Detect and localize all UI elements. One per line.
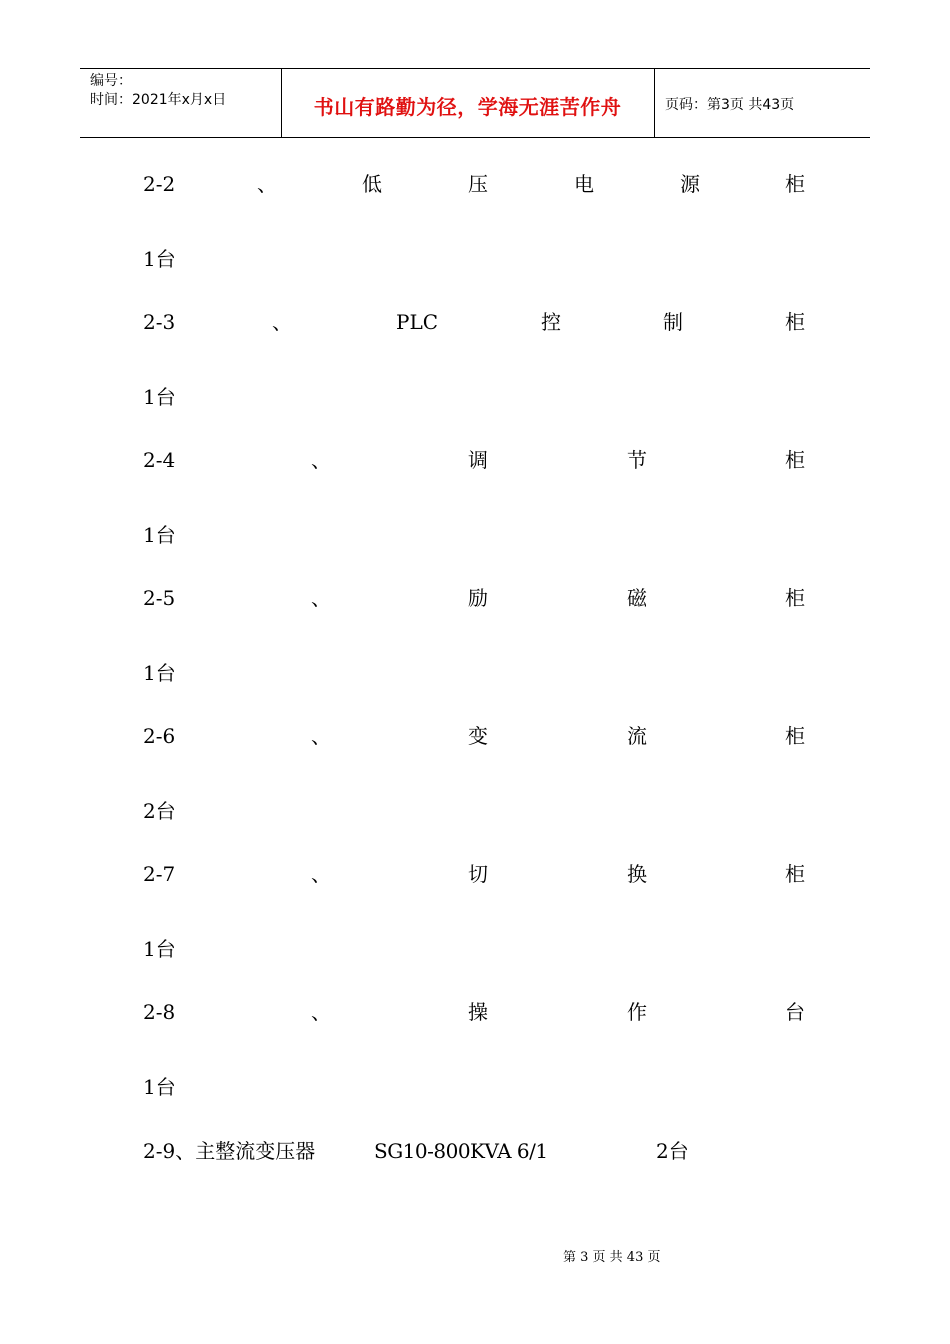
item-separator: 、: [311, 862, 331, 886]
item-name-char: 柜: [785, 448, 805, 472]
item-number: 2-8: [143, 1000, 176, 1024]
item-separator: 、: [311, 448, 331, 472]
item-name-char: 柜: [785, 310, 805, 334]
document-number-label: 编号：: [90, 73, 132, 89]
header-motto-cell: [281, 69, 655, 137]
item-separator: 、: [272, 310, 292, 334]
item-separator: 、: [311, 724, 331, 748]
item-number: 2-6: [143, 724, 176, 748]
page-footer: 第 3 页 共 43 页: [563, 1250, 661, 1265]
item-name-char: 源: [680, 172, 700, 196]
item-quantity: 1台: [143, 661, 176, 685]
item-quantity: 2台: [143, 799, 176, 823]
item-name-char: PLC: [396, 310, 439, 334]
item-name-char: 柜: [785, 862, 805, 886]
item-quantity: 1台: [143, 247, 176, 271]
item-name-char: 励: [468, 586, 488, 610]
item-name-char: 低: [362, 172, 382, 196]
item-name-char: 电: [574, 172, 594, 196]
header-page-code: 页码：第3页 共43页: [665, 97, 795, 113]
item-name-char: 调: [468, 448, 488, 472]
item-separator: 、: [257, 172, 277, 196]
item-2-9-model: SG10-800KVA 6/1: [374, 1139, 548, 1163]
item-name-char: 柜: [785, 724, 805, 748]
item-number: 2-5: [143, 586, 176, 610]
item-name-char: 切: [468, 862, 488, 886]
item-name-char: 压: [468, 172, 488, 196]
header-page-cell: [655, 69, 870, 137]
header-info-cell: [80, 69, 282, 137]
page-header: [80, 68, 870, 138]
item-name-char: 变: [468, 724, 488, 748]
item-separator: 、: [311, 586, 331, 610]
item-name-char: 磁: [627, 586, 647, 610]
item-name-char: 流: [627, 724, 647, 748]
item-name-char: 换: [627, 862, 647, 886]
item-name-char: 制: [663, 310, 683, 334]
item-quantity: 1台: [143, 1075, 176, 1099]
item-name-char: 作: [627, 1000, 647, 1024]
item-name-char: 节: [627, 448, 647, 472]
item-2-9-label: 2-9、主整流变压器: [143, 1139, 316, 1163]
item-name-char: 台: [785, 1000, 805, 1024]
item-2-9-quantity: 2台: [656, 1139, 689, 1163]
item-name-char: 控: [541, 310, 561, 334]
item-quantity: 1台: [143, 523, 176, 547]
item-name-char: 操: [468, 1000, 488, 1024]
item-separator: 、: [311, 1000, 331, 1024]
item-quantity: 1台: [143, 385, 176, 409]
item-number: 2-2: [143, 172, 176, 196]
item-name-char: 柜: [785, 586, 805, 610]
header-motto: 书山有路勤为径，学海无涯苦作舟: [313, 95, 622, 119]
document-date: 时间：2021年x月x日: [90, 92, 227, 108]
item-number: 2-7: [143, 862, 176, 886]
item-quantity: 1台: [143, 937, 176, 961]
item-number: 2-3: [143, 310, 176, 334]
item-name-char: 柜: [785, 172, 805, 196]
item-number: 2-4: [143, 448, 176, 472]
